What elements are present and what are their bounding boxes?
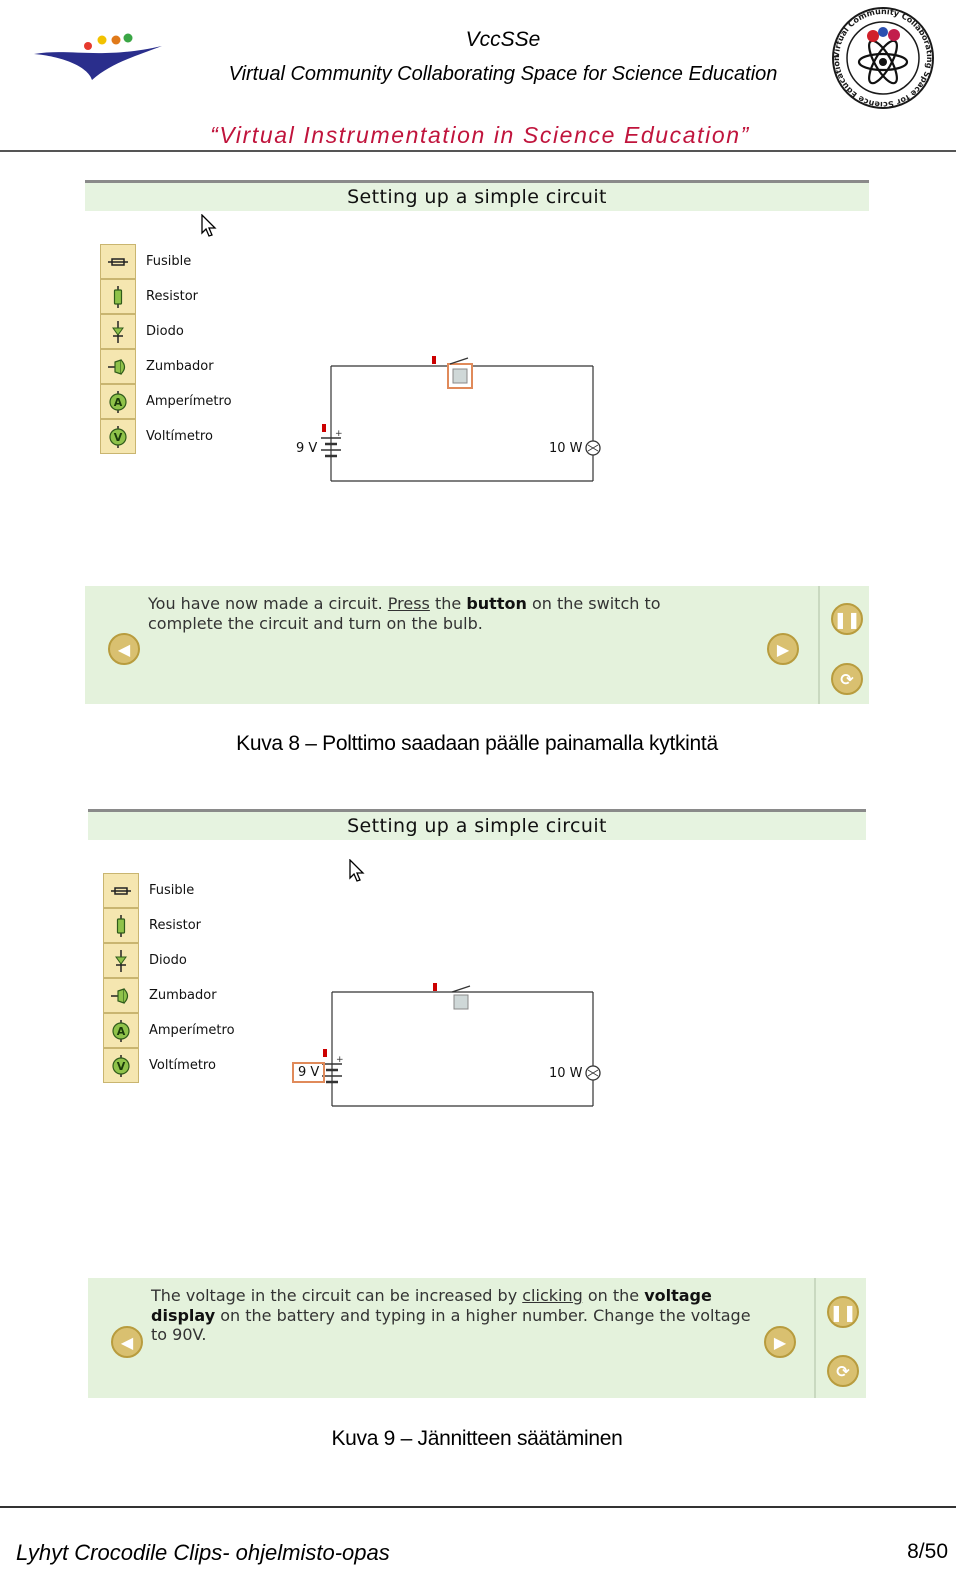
panel-divider xyxy=(818,586,820,704)
pause-icon: ❚❚ xyxy=(829,1302,857,1322)
svg-text:A: A xyxy=(116,1024,126,1038)
tool-amperimetro[interactable] xyxy=(100,384,250,419)
replay-button[interactable] xyxy=(827,1355,859,1387)
window-titlebar: Setting up a simple circuit xyxy=(85,180,869,211)
svg-text:+: + xyxy=(335,429,343,439)
switch-icon[interactable] xyxy=(432,356,472,388)
tool-label: Diodo xyxy=(146,324,184,339)
resistor-icon xyxy=(100,279,136,314)
pause-button[interactable] xyxy=(827,1296,859,1328)
tool-zumbador[interactable] xyxy=(100,349,250,384)
instruction-text-part: the xyxy=(429,594,467,613)
buzzer-icon xyxy=(103,978,139,1013)
arrow-right-icon: ▶ xyxy=(776,639,790,659)
project-title: “Virtual Instrumentation in Science Education” xyxy=(210,122,750,148)
instruction-link-press[interactable]: Press xyxy=(387,594,430,613)
circuit-diagram xyxy=(290,976,610,1116)
instruction-text-part: on the battery and typing in a higher number. Change the voltage to 90V. xyxy=(151,1305,751,1344)
instruction-panel xyxy=(85,586,869,704)
tool-label: Fusible xyxy=(146,254,192,269)
figure-caption: Kuva 9 – Jännitteen säätäminen xyxy=(331,1427,623,1450)
instruction-term: button xyxy=(466,594,527,613)
tool-label: Voltímetro xyxy=(149,1058,216,1073)
tool-fusible[interactable] xyxy=(100,244,250,279)
tool-zumbador[interactable] xyxy=(103,978,253,1013)
component-toolbox xyxy=(100,244,250,454)
circuit-diagram xyxy=(290,350,610,490)
panel-divider xyxy=(814,1278,816,1398)
instruction-term: voltage display xyxy=(151,1286,712,1325)
switch-icon[interactable] xyxy=(433,983,470,1009)
bulb-icon xyxy=(586,1066,600,1080)
tool-label: Resistor xyxy=(146,289,198,304)
svg-text:+: + xyxy=(336,1055,344,1065)
svg-text:V: V xyxy=(113,430,123,444)
back-button[interactable] xyxy=(111,1326,143,1358)
tool-label: Diodo xyxy=(149,953,187,968)
tool-amperimetro[interactable] xyxy=(103,1013,253,1048)
battery-icon xyxy=(321,424,343,456)
next-button[interactable] xyxy=(764,1326,796,1358)
header-divider xyxy=(0,150,956,152)
tool-label: Zumbador xyxy=(149,988,217,1003)
instruction-text xyxy=(151,1286,751,1345)
instruction-link-clicking[interactable]: clicking xyxy=(522,1286,583,1305)
tool-label: Resistor xyxy=(149,918,201,933)
vccsse-seal-logo xyxy=(828,6,938,110)
instruction-text-part: You have now made a circuit. xyxy=(148,594,388,613)
next-button[interactable] xyxy=(767,633,799,665)
replay-button[interactable] xyxy=(831,663,863,695)
mouse-cursor-icon xyxy=(349,859,365,883)
component-toolbox xyxy=(103,873,253,1083)
buzzer-icon xyxy=(100,349,136,384)
ammeter-icon xyxy=(103,1013,139,1048)
fuse-icon xyxy=(100,244,136,279)
svg-text:V: V xyxy=(116,1059,126,1073)
tool-diodo[interactable] xyxy=(100,314,250,349)
arrow-right-icon: ▶ xyxy=(773,1332,787,1352)
refresh-icon: ⟳ xyxy=(836,1361,850,1381)
tool-label: Amperímetro xyxy=(149,1023,235,1038)
svg-text:A: A xyxy=(113,395,123,409)
tool-resistor[interactable] xyxy=(100,279,250,314)
footer-document-title: Lyhyt Crocodile Clips- ohjelmisto-opas xyxy=(16,1540,390,1565)
fuse-icon xyxy=(103,873,139,908)
ammeter-icon xyxy=(100,384,136,419)
voltmeter-icon xyxy=(100,419,136,454)
figure-caption: Kuva 8 – Polttimo saadaan päälle painamalla kytkintä xyxy=(236,732,718,755)
arrow-left-icon: ◀ xyxy=(120,1332,134,1352)
battery-voltage-display[interactable]: 9 V xyxy=(292,1062,325,1083)
tool-fusible[interactable] xyxy=(103,873,253,908)
diode-icon xyxy=(103,943,139,978)
header-subtitle: Virtual Community Collaborating Space for Science Education xyxy=(228,63,778,85)
tool-label: Zumbador xyxy=(146,359,214,374)
tool-resistor[interactable] xyxy=(103,908,253,943)
instruction-text-part: The voltage in the circuit can be increased by xyxy=(151,1286,523,1305)
instruction-text-part: on the switch to complete the circuit and turn on the bulb. xyxy=(148,594,661,633)
tool-label: Voltímetro xyxy=(146,429,213,444)
tool-voltimetro[interactable] xyxy=(103,1048,253,1083)
header-title: VccSSe xyxy=(465,28,541,51)
tool-label: Fusible xyxy=(149,883,195,898)
voltmeter-icon xyxy=(103,1048,139,1083)
instruction-text-part: on the xyxy=(582,1286,645,1305)
window-titlebar: Setting up a simple circuit xyxy=(88,809,866,840)
seal-ring-text: Virtual Community Collaborating Space for Science Education xyxy=(831,6,935,110)
instruction-panel xyxy=(88,1278,866,1398)
footer-divider xyxy=(0,1506,956,1508)
bulb-wattage-label: 10 W xyxy=(549,441,583,456)
tool-diodo[interactable] xyxy=(103,943,253,978)
back-button[interactable] xyxy=(108,633,140,665)
instruction-text xyxy=(148,594,728,633)
refresh-icon: ⟳ xyxy=(840,669,854,689)
mouse-cursor-icon xyxy=(201,214,217,238)
pause-icon: ❚❚ xyxy=(833,609,861,629)
tool-label: Amperímetro xyxy=(146,394,232,409)
pause-button[interactable] xyxy=(831,603,863,635)
resistor-icon xyxy=(103,908,139,943)
diode-icon xyxy=(100,314,136,349)
bulb-wattage-label: 10 W xyxy=(549,1066,583,1081)
tool-voltimetro[interactable] xyxy=(100,419,250,454)
bulb-icon xyxy=(586,441,600,455)
footer-page-number: 8/50 xyxy=(907,1540,948,1563)
arrow-left-icon: ◀ xyxy=(117,639,131,659)
battery-voltage-display[interactable]: 9 V xyxy=(296,441,318,456)
